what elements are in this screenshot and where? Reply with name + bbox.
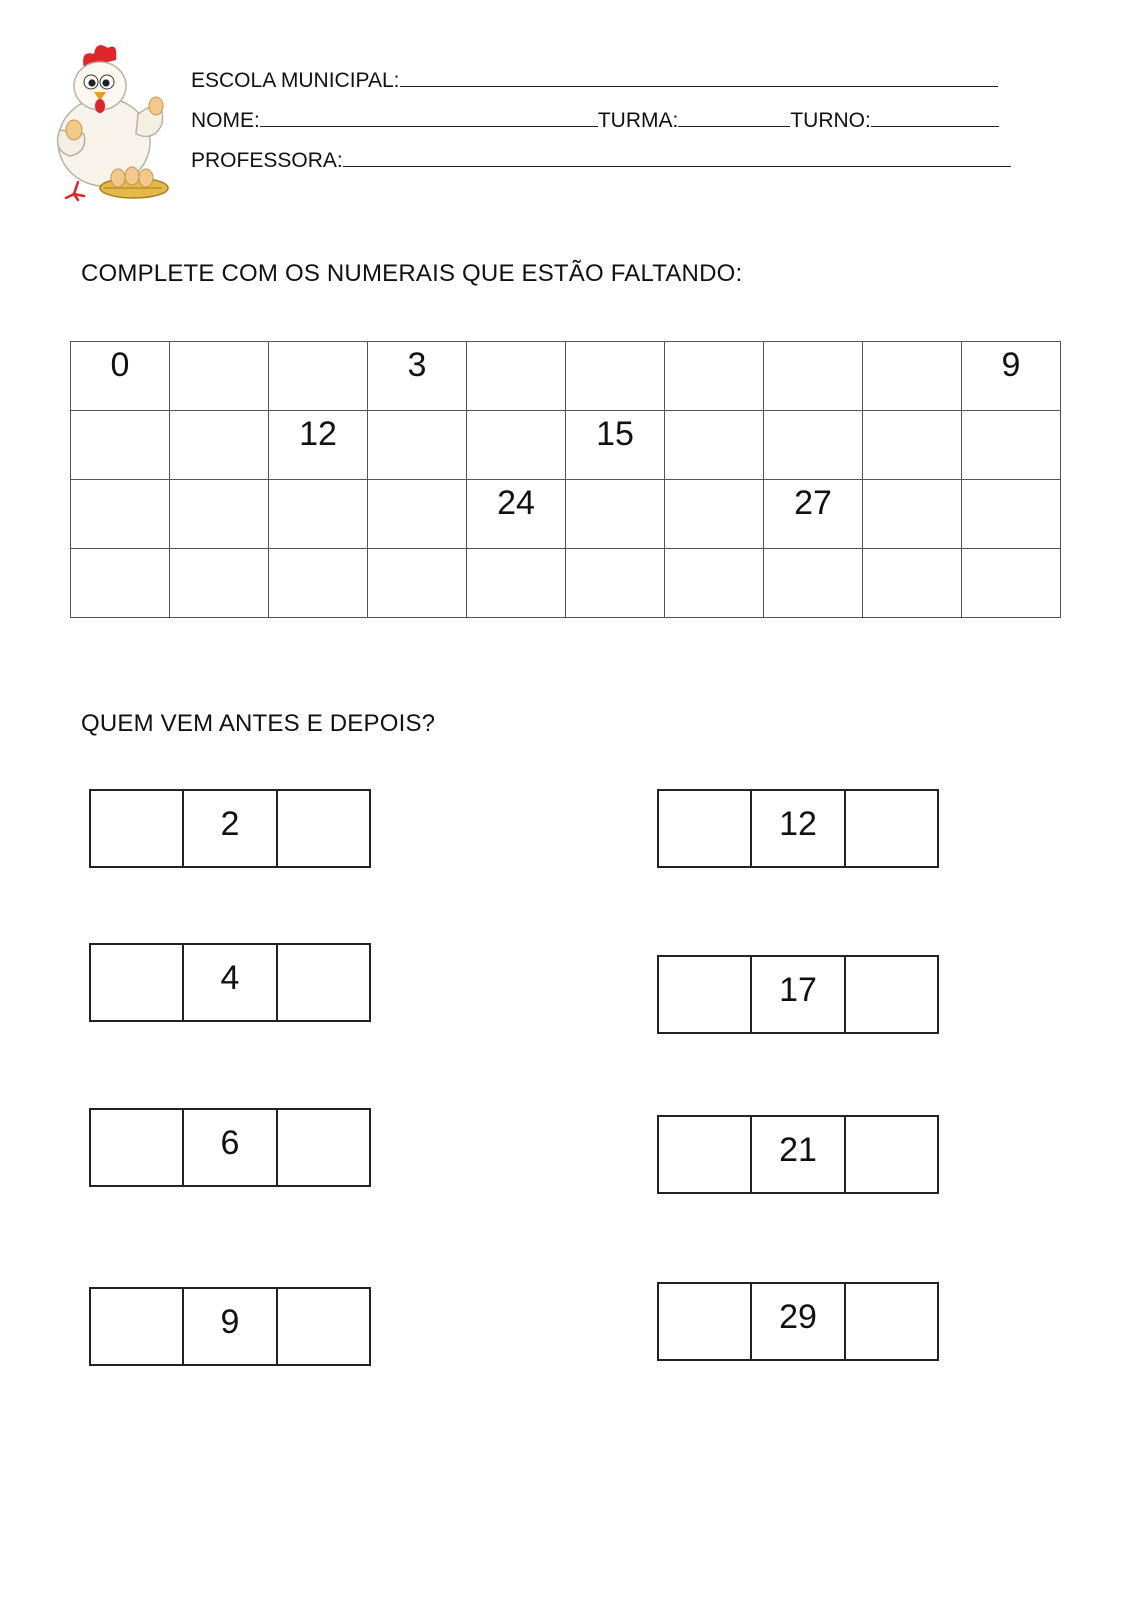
- grid-cell[interactable]: [863, 411, 962, 480]
- before-after-box: [89, 1108, 371, 1187]
- school-label: ESCOLA MUNICIPAL:: [191, 69, 400, 92]
- grid-cell: [368, 342, 467, 411]
- before-cell[interactable]: [91, 945, 182, 1020]
- grid-cell: [764, 480, 863, 549]
- grid-cell[interactable]: [170, 549, 269, 618]
- grid-cell[interactable]: [269, 342, 368, 411]
- grid-row: [71, 549, 1061, 618]
- grid-cell-number: 9: [1001, 346, 1021, 384]
- before-after-box: [657, 789, 939, 868]
- grid-row: [71, 480, 1061, 549]
- grid-cell[interactable]: [170, 480, 269, 549]
- grid-cell-number: 15: [596, 415, 634, 453]
- section2-title: QUEM VEM ANTES E DEPOIS?: [81, 710, 436, 737]
- class-label: TURMA:: [597, 109, 679, 132]
- grid-cell[interactable]: [962, 480, 1061, 549]
- grid-cell[interactable]: [962, 549, 1061, 618]
- grid-cell[interactable]: [863, 549, 962, 618]
- grid-cell-number: 3: [407, 346, 427, 384]
- class-blank[interactable]: [678, 109, 790, 127]
- section1-title: COMPLETE COM OS NUMERAIS QUE ESTÃO FALTANDO:: [81, 260, 743, 287]
- shift-label: TURNO:: [790, 109, 871, 132]
- grid-cell-number: 27: [794, 484, 832, 522]
- grid-cell[interactable]: [71, 411, 170, 480]
- before-after-box: [657, 1115, 939, 1194]
- number-grid: [70, 341, 1061, 618]
- after-cell[interactable]: [846, 791, 937, 866]
- grid-cell[interactable]: [170, 411, 269, 480]
- after-cell[interactable]: [846, 1117, 937, 1192]
- grid-cell[interactable]: [368, 411, 467, 480]
- name-label: NOME:: [191, 109, 260, 132]
- grid-cell[interactable]: [71, 549, 170, 618]
- hen-illustration: [44, 38, 176, 204]
- grid-cell: [71, 342, 170, 411]
- grid-cell[interactable]: [467, 342, 566, 411]
- grid-cell[interactable]: [764, 342, 863, 411]
- before-cell[interactable]: [91, 791, 182, 866]
- given-number: 2: [182, 791, 277, 866]
- after-cell[interactable]: [846, 1284, 937, 1359]
- grid-cell[interactable]: [170, 342, 269, 411]
- name-blank[interactable]: [260, 109, 598, 127]
- grid-cell[interactable]: [467, 411, 566, 480]
- before-after-box: [657, 1282, 939, 1361]
- grid-cell: [566, 411, 665, 480]
- grid-cell[interactable]: [863, 342, 962, 411]
- after-cell[interactable]: [278, 945, 369, 1020]
- grid-cell[interactable]: [71, 480, 170, 549]
- grid-cell[interactable]: [566, 480, 665, 549]
- grid-cell: [962, 342, 1061, 411]
- grid-cell[interactable]: [269, 480, 368, 549]
- after-cell[interactable]: [846, 957, 937, 1032]
- before-cell[interactable]: [659, 791, 750, 866]
- teacher-label: PROFESSORA:: [191, 149, 343, 172]
- grid-cell[interactable]: [368, 480, 467, 549]
- grid-cell[interactable]: [566, 549, 665, 618]
- before-after-box: [89, 943, 371, 1022]
- before-cell[interactable]: [91, 1110, 182, 1185]
- grid-cell[interactable]: [962, 411, 1061, 480]
- grid-cell[interactable]: [566, 342, 665, 411]
- shift-blank[interactable]: [871, 109, 999, 127]
- given-number: 4: [182, 945, 277, 1020]
- after-cell[interactable]: [278, 1289, 369, 1364]
- grid-cell: [467, 480, 566, 549]
- before-cell[interactable]: [659, 957, 750, 1032]
- grid-cell-number: 12: [299, 415, 337, 453]
- grid-cell[interactable]: [269, 549, 368, 618]
- grid-cell[interactable]: [665, 342, 764, 411]
- school-line: [191, 68, 998, 94]
- given-number: 9: [182, 1289, 277, 1364]
- teacher-line: [191, 148, 1011, 174]
- grid-cell[interactable]: [467, 549, 566, 618]
- grid-cell[interactable]: [665, 480, 764, 549]
- before-after-box: [657, 955, 939, 1034]
- name-line: [191, 108, 999, 134]
- grid-cell[interactable]: [368, 549, 467, 618]
- given-number: 29: [750, 1284, 845, 1359]
- given-number: 6: [182, 1110, 277, 1185]
- given-number: 21: [750, 1117, 845, 1192]
- after-cell[interactable]: [278, 791, 369, 866]
- teacher-blank[interactable]: [343, 149, 1011, 167]
- grid-cell[interactable]: [764, 411, 863, 480]
- grid-cell[interactable]: [863, 480, 962, 549]
- before-cell[interactable]: [659, 1117, 750, 1192]
- before-cell[interactable]: [91, 1289, 182, 1364]
- grid-cell-number: 0: [110, 346, 130, 384]
- before-cell[interactable]: [659, 1284, 750, 1359]
- grid-cell-number: 24: [497, 484, 535, 522]
- before-after-box: [89, 789, 371, 868]
- grid-row: [71, 342, 1061, 411]
- given-number: 17: [750, 957, 845, 1032]
- grid-row: [71, 411, 1061, 480]
- grid-cell[interactable]: [764, 549, 863, 618]
- grid-cell[interactable]: [665, 411, 764, 480]
- school-blank[interactable]: [400, 69, 998, 87]
- given-number: 12: [750, 791, 845, 866]
- grid-cell: [269, 411, 368, 480]
- grid-cell[interactable]: [665, 549, 764, 618]
- before-after-box: [89, 1287, 371, 1366]
- after-cell[interactable]: [278, 1110, 369, 1185]
